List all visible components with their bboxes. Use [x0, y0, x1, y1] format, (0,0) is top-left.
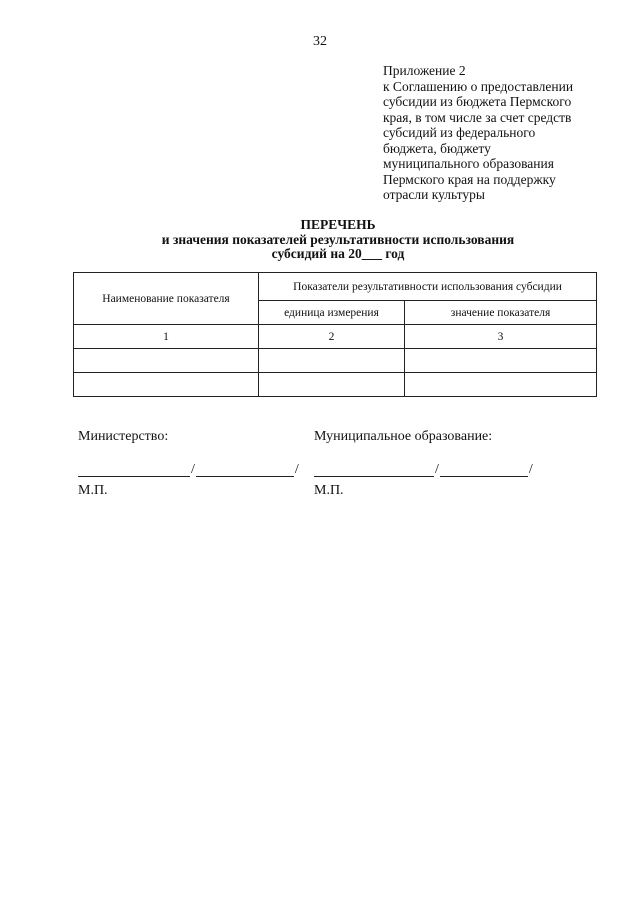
- indicators-table: [73, 272, 597, 397]
- signature-blank: [314, 462, 434, 477]
- table-row: [74, 373, 597, 397]
- appendix-line: бюджета, бюджету: [383, 140, 491, 156]
- column-number: 1: [74, 325, 259, 349]
- signature-slash: /: [435, 462, 439, 477]
- signature-slash: /: [191, 462, 195, 477]
- header-indicator-group: Показатели результативности использования субсидии: [259, 273, 597, 301]
- municipality-signature-line: [314, 461, 534, 477]
- name-blank: [440, 462, 528, 477]
- table-cell: [74, 349, 259, 373]
- stamp-mark: М.П.: [314, 483, 344, 498]
- appendix-line: субсидии из бюджета Пермского: [383, 94, 572, 109]
- header-indicator-name: Наименование показателя: [74, 273, 259, 325]
- table-row: [74, 349, 597, 373]
- table-row-numbers: [74, 325, 597, 349]
- signature-slash: /: [294, 462, 299, 477]
- municipality-signature: [314, 427, 534, 499]
- appendix-line: муниципального образования: [383, 156, 554, 171]
- signature-slash: /: [528, 462, 533, 477]
- header-unit: единица измерения: [259, 301, 405, 325]
- title-line-3: субсидий на 20___ год: [271, 246, 405, 261]
- title-line-1: ПЕРЕЧЕНЬ: [300, 217, 376, 232]
- document-title: [0, 218, 640, 262]
- appendix-line: субсидий из федерального: [383, 125, 536, 140]
- appendix-line: отрасли культуры: [383, 187, 485, 202]
- appendix-line: края, в том числе за счет средств: [383, 109, 572, 125]
- column-number: 2: [259, 325, 405, 349]
- stamp-mark: М.П.: [78, 483, 108, 498]
- table-cell: [405, 373, 597, 397]
- table-cell: [259, 349, 405, 373]
- table-cell: [74, 373, 259, 397]
- appendix-line: Приложение 2: [383, 63, 466, 78]
- ministry-label: Министерство:: [78, 429, 169, 444]
- ministry-signature-line: [78, 461, 300, 477]
- table-cell: [405, 349, 597, 373]
- signature-blank: [78, 462, 190, 477]
- title-line-2: и значения показателей результативности использования: [161, 231, 515, 247]
- appendix-line: к Соглашению о предоставлении: [383, 78, 574, 94]
- column-number: 3: [405, 325, 597, 349]
- name-blank: [196, 462, 294, 477]
- page-number: 32: [313, 34, 327, 49]
- table-cell: [259, 373, 405, 397]
- appendix-note: [383, 63, 613, 203]
- header-value: значение показателя: [405, 301, 597, 325]
- appendix-line: Пермского края на поддержку: [383, 171, 556, 187]
- municipality-label: Муниципальное образование:: [314, 429, 493, 444]
- ministry-signature: [78, 427, 300, 499]
